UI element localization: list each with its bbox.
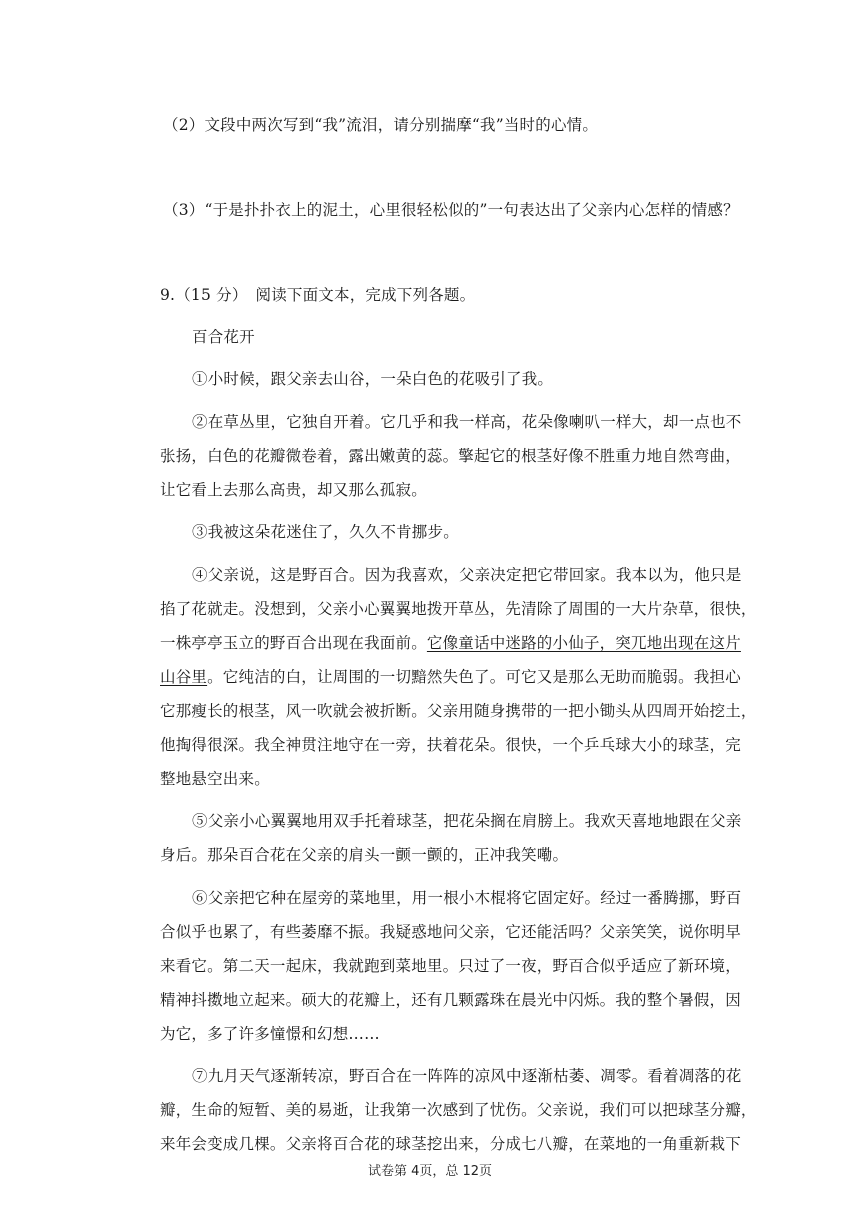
paragraph-7-line: 瓣，生命的短暂、美的易逝，让我第一次感到了忧伤。父亲说，我们可以把球茎分瓣， <box>160 1101 757 1119</box>
paragraph-4-line <box>160 667 741 687</box>
page-footer: 试卷第 4页，总 12页 <box>367 1164 493 1179</box>
paragraph-6-line: ⑥父亲把它种在屋旁的菜地里，用一根小木棍将它固定好。经过一番腾挪，野百 <box>192 889 742 907</box>
paragraph-6-line: 来看它。第二天一起床，我就跑到菜地里。只过了一夜，野百合似乎适应了新环境， <box>160 957 741 975</box>
paragraph-2-line: ②在草丛里，它独自开着。它几乎和我一样高，花朵像喇叭一样大，却一点也不 <box>192 413 742 431</box>
paragraph-7-line: 来年会变成几棵。父亲将百合花的球茎挖出来，分成七八瓣，在菜地的一角重新栽下 <box>160 1135 741 1153</box>
paragraph-7-line: ⑦九月天气逐渐转凉，野百合在一阵阵的凉风中逐渐枯萎、凋零。看着凋落的花 <box>192 1067 742 1085</box>
paragraph-4-line <box>160 633 741 653</box>
paragraph-4-text: 。它纯洁的白，让周围的一切黯然失色了。可它又是那么无助而脆弱。我担心 <box>207 668 741 686</box>
question-2: （2）文段中两次写到“我”流泪，请分别揣摩“我”当时的心情。 <box>163 116 599 134</box>
paragraph-5-line: 身后。那朵百合花在父亲的肩头一颤一颤的，正冲我笑嘞。 <box>160 846 569 864</box>
paragraph-6-line: 合似乎也累了，有些萎靡不振。我疑惑地问父亲，它还能活吗？父亲笑笑，说你明早 <box>160 923 741 941</box>
paragraph-3: ③我被这朵花迷住了，久久不肯挪步。 <box>192 523 459 541</box>
paragraph-4-line: 整地悬空出来。 <box>160 770 270 788</box>
paragraph-2-line: 张扬，白色的花瓣微卷着，露出嫩黄的蕊。擎起它的根茎好像不胜重力地自然弯曲， <box>160 447 741 465</box>
paragraph-4-line: 掐了花就走。没想到，父亲小心翼翼地拨开草丛，先清除了周围的一大片杂草，很快， <box>160 600 757 618</box>
paragraph-4-line: 它那瘦长的根茎，风一吹就会被折断。父亲用随身携带的一把小锄头从四周开始挖土， <box>160 702 757 720</box>
paragraph-1: ①小时候，跟父亲去山谷，一朵白色的花吸引了我。 <box>192 370 554 388</box>
paragraph-6-line: 精神抖擞地立起来。硕大的花瓣上，还有几颗露珠在晨光中闪烁。我的整个暑假，因 <box>160 991 741 1009</box>
article-title: 百合花开 <box>192 328 255 346</box>
paragraph-4-text: 一株亭亭玉立的野百合出现在我面前。 <box>160 634 427 652</box>
underlined-sentence: 它像童话中迷路的小仙子，突兀地出现在这片 <box>426 634 741 652</box>
underlined-sentence: 山谷里 <box>160 668 208 686</box>
question-9-header: 9.（15 分） 阅读下面文本，完成下列各题。 <box>160 286 476 304</box>
question-3: （3）“于是扑扑衣上的泥土，心里很轻松似的”一句表达出了父亲内心怎样的情感？ <box>163 201 739 219</box>
paragraph-4-line: ④父亲说，这是野百合。因为我喜欢，父亲决定把它带回家。我本以为，他只是 <box>192 566 742 584</box>
paragraph-2-line: 让它看上去那么高贵，却又那么孤寂。 <box>160 481 427 499</box>
paragraph-4-line: 他掏得很深。我全神贯注地守在一旁，扶着花朵。很快，一个乒乓球大小的球茎，完 <box>160 736 741 754</box>
paragraph-6-line: 为它，多了许多憧憬和幻想…… <box>160 1025 380 1043</box>
paragraph-5-line: ⑤父亲小心翼翼地用双手托着球茎，把花朵搁在肩膀上。我欢天喜地地跟在父亲 <box>192 812 742 830</box>
